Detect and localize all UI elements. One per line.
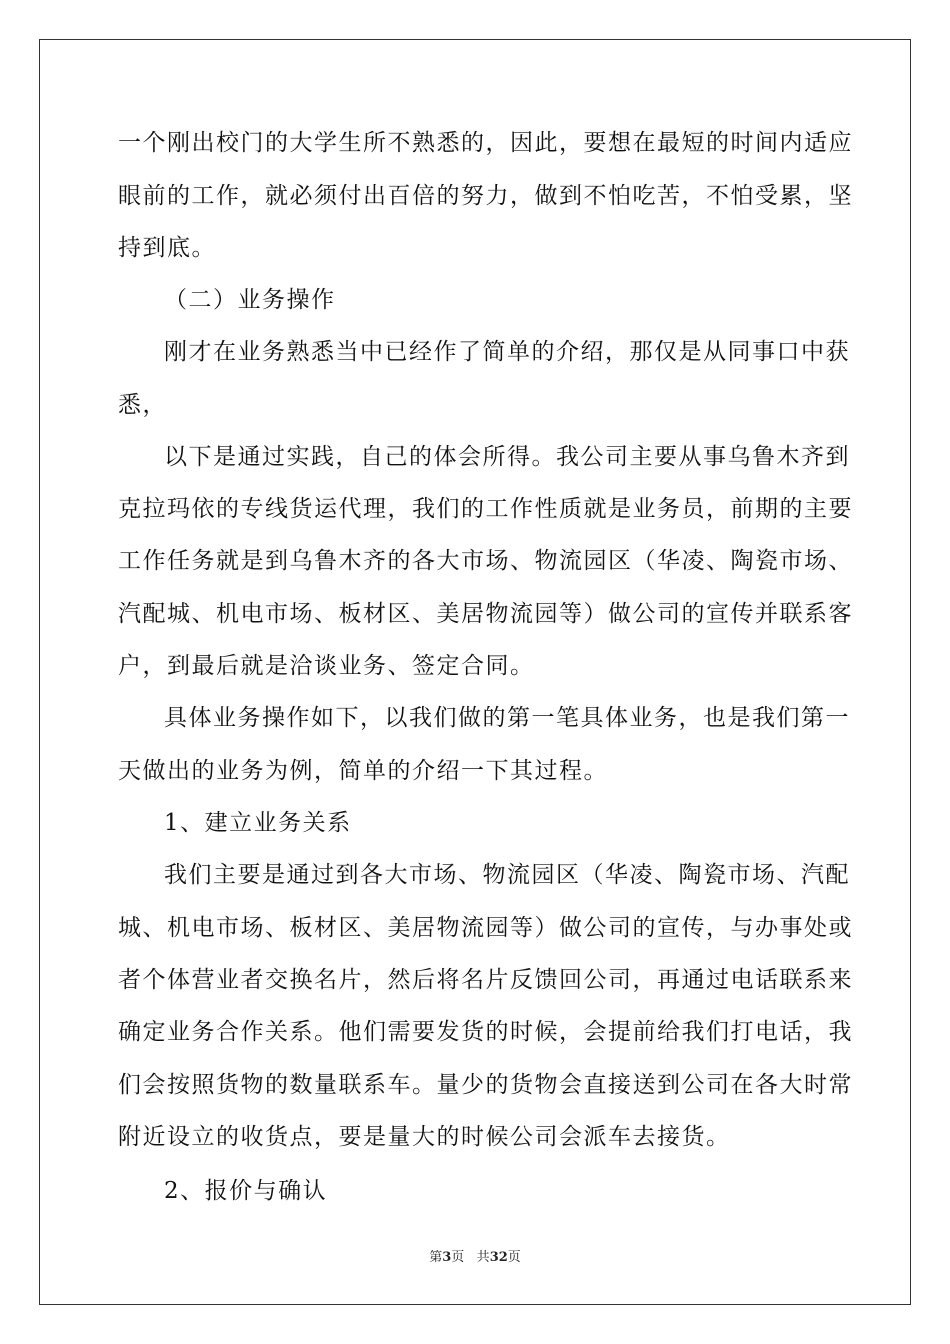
text-line: 确定业务合作关系。他们需要发货的时候，会提前给我们打电话，我 (118, 1019, 853, 1045)
text-line: 汽配城、机电市场、板材区、美居物流园等）做公司的宣传并联系客 (118, 601, 853, 627)
text-line: 们会按照货物的数量联系车。量少的货物会直接送到公司在各大时常 (118, 1072, 853, 1098)
text-line: 眼前的工作，就必须付出百倍的努力，做到不怕吃苦，不怕受累，坚 (118, 183, 853, 209)
text-line: 以下是通过实践，自己的体会所得。我公司主要从事乌鲁木齐到 (164, 444, 850, 470)
text-line: 克拉玛依的专线货运代理，我们的工作性质就是业务员，前期的主要 (118, 496, 853, 522)
text-line: 附近设立的收货点，要是量大的时候公司会派车去接货。 (118, 1124, 731, 1150)
page-label-suffix: 页 (451, 1250, 465, 1265)
text-line: 天做出的业务为例，简单的介绍一下其过程。 (118, 758, 608, 784)
subsection-heading: 1、建立业务关系 (164, 810, 352, 836)
total-pages: 32 (489, 1250, 508, 1265)
text-line: 工作任务就是到乌鲁木齐的各大市场、物流园区（华凌、陶瓷市场、 (118, 548, 853, 574)
text-line: 悉， (118, 392, 167, 418)
text-line: 我们主要是通过到各大市场、物流园区（华凌、陶瓷市场、汽配 (164, 862, 850, 888)
subsection-heading: 2、报价与确认 (164, 1178, 328, 1204)
total-label-prefix: 共 (476, 1250, 490, 1265)
text-line: 一个刚出校门的大学生所不熟悉的，因此，要想在最短的时间内适应 (118, 130, 853, 156)
page-label-prefix: 第 (429, 1250, 443, 1265)
page-footer (0, 1250, 950, 1266)
text-line: 者个体营业者交换名片，然后将名片反馈回公司，再通过电话联系来 (118, 967, 853, 993)
text-line: 具体业务操作如下，以我们做的第一笔具体业务，也是我们第一 (164, 705, 850, 731)
text-line: 持到底。 (118, 235, 216, 261)
total-label-suffix: 页 (507, 1250, 521, 1265)
text-line: 城、机电市场、板材区、美居物流园等）做公司的宣传，与办事处或 (118, 915, 853, 941)
text-line: 户，到最后就是洽谈业务、签定合同。 (118, 653, 535, 679)
page-number: 3 (442, 1250, 452, 1265)
text-line: 刚才在业务熟悉当中已经作了简单的介绍，那仅是从同事口中获 (164, 339, 850, 365)
section-heading: （二）业务操作 (164, 287, 336, 313)
